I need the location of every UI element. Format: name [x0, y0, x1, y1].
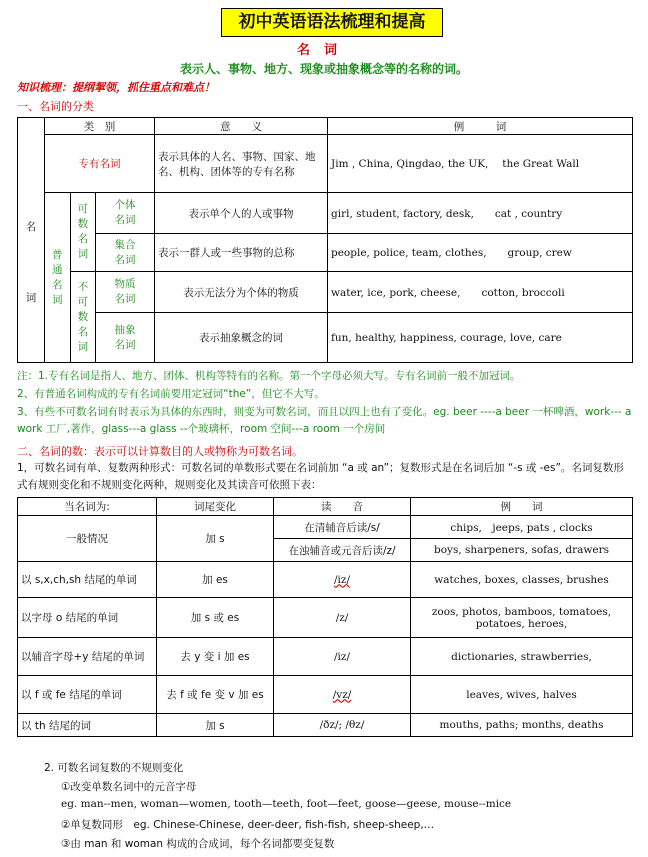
header-meaning: 意 义: [155, 118, 328, 135]
rule-change-f: 去 f 或 fe 变 v 加 es: [157, 676, 274, 714]
proper-noun-label: 专有名词: [45, 135, 155, 193]
intro-text: 知识梳理：提纲挈领，抓住重点和难点！: [17, 81, 215, 94]
row-type-collective: 集合名词: [96, 234, 155, 272]
rule-example-th: mouths, paths; months, deaths: [411, 714, 633, 737]
proper-noun-meaning: 表示具体的人名、事物、国家、地名、机构、团体等的专有名称: [155, 135, 328, 193]
row-type-material: 物质名词: [96, 272, 155, 313]
note-2: 2、有普通名词构成的专有名词前要用定冠词“the”，但它不大写。: [17, 388, 325, 400]
section-heading-number: 二、名词的数：表示可以计算数目的人或物称为可数名词。: [17, 445, 303, 458]
noun-classification-table: [17, 117, 633, 363]
header-examples: 例 词: [411, 498, 633, 516]
proper-noun-example: Jim , China, Qingdao, the UK, the Great Wall: [328, 135, 633, 193]
row-meaning-material: 表示无法分为个体的物质: [155, 272, 328, 313]
rule-change-th: 加 s: [157, 714, 274, 737]
rule-sound-sxchsh: /iz/: [274, 562, 411, 598]
general-sound-voiceless: 在清辅音后读/s/: [274, 516, 411, 539]
page-title: 初中英语语法梳理和提高: [221, 8, 443, 37]
general-example-voiced: boys, sharpeners, sofas, drawers: [411, 539, 633, 562]
row-type-abstract: 抽象名词: [96, 313, 155, 363]
rule-example-o: zoos, photos, bamboos, tomatoes, potatoes, heroes,: [411, 598, 633, 638]
header-pronunciation: 读 音: [274, 498, 411, 516]
header-category: 类 别: [45, 118, 155, 135]
note-3: 3、有些不可数名词有时表示为具体的东西时，则变为可数名词，而且以四上也有了变化。eg. beer ----a beer 一杯啤酒，work--- a work 工厂,著作，glass---a glass --个玻璃杯，room 空间---a room 一个房间: [17, 406, 632, 435]
noun-definition: 表示人、事物、地方、现象或抽象概念等的名称的词。: [179, 62, 468, 76]
row-type-individual: 个体名词: [96, 193, 155, 234]
header-examples: 例 词: [328, 118, 633, 135]
rule-label-sxchsh: 以 s,x,ch,sh 结尾的单词: [18, 562, 157, 598]
uncountable-noun-label: 不可数名词: [70, 272, 96, 363]
general-case-label: 一般情况: [18, 516, 157, 562]
rule-sound-th: /ðz/; /θz/: [274, 714, 411, 737]
irregular-item-1: ①改变单数名词中的元音字母: [61, 781, 197, 793]
rule-sound-y: /iz/: [274, 638, 411, 676]
rule-label-f: 以 f 或 fe 结尾的单词: [18, 676, 157, 714]
row-example-collective: people, police, team, clothes, group, crew: [328, 234, 633, 272]
row-example-individual: girl, student, factory, desk, cat , country: [328, 193, 633, 234]
irregular-item-3: ③由 man 和 woman 构成的合成词，每个名词都要变复数: [61, 838, 335, 850]
side-label-top: 名: [18, 118, 45, 234]
rule-example-f: leaves, wives, halves: [411, 676, 633, 714]
section-subtitle: 名词: [296, 43, 351, 58]
header-noun-type: 当名词为:: [18, 498, 157, 516]
header-ending-change: 词尾变化: [157, 498, 274, 516]
general-example-voiceless: chips, jeeps, pats , clocks: [411, 516, 633, 539]
row-meaning-collective: 表示一群人或一些事物的总称: [155, 234, 328, 272]
general-case-change: 加 s: [157, 516, 274, 562]
rule-change-o: 加 s 或 es: [157, 598, 274, 638]
common-noun-label: 普通名词: [45, 193, 71, 363]
rule-example-y: dictionaries, strawberries,: [411, 638, 633, 676]
rule-sound-f: /vz/: [274, 676, 411, 714]
note-1: 注：1.专有名词是指人、地方、团体、机构等特有的名称。第一个字母必须大写。专有名词前一般不加冠词。: [17, 370, 521, 382]
row-example-material: water, ice, pork, cheese, cotton, broccoli: [328, 272, 633, 313]
rule-sound-o: /z/: [274, 598, 411, 638]
countable-noun-label: 可数名词: [70, 193, 96, 272]
plural-intro: 1，可数名词有单、复数两种形式：可数名词的单数形式要在名词前加 “a 或 an”；复数形式是在名词后加 “-s 或 -es”。名词复数形式有规则变化和不规则变化两种，规则变化及其读音可依照下表：: [17, 462, 624, 491]
side-label-bottom: 词: [18, 234, 45, 363]
irregular-item-2: ②单复数同形 eg. Chinese-Chinese, deer-deer, fish-fish, sheep-sheep,…: [61, 819, 435, 831]
section-heading-classification: 一、名词的分类: [17, 100, 94, 113]
rule-change-sxchsh: 加 es: [157, 562, 274, 598]
row-meaning-abstract: 表示抽象概念的词: [155, 313, 328, 363]
irregular-heading: 2. 可数名词复数的不规则变化: [44, 762, 184, 774]
general-sound-voiced: 在浊辅音或元音后读/z/: [274, 539, 411, 562]
rule-example-sxchsh: watches, boxes, classes, brushes: [411, 562, 633, 598]
rule-label-th: 以 th 结尾的词: [18, 714, 157, 737]
irregular-item-1-example: eg. man--men, woman—women, tooth—teeth, foot—feet, goose—geese, mouse--mice: [61, 798, 512, 810]
plural-rules-table: [17, 497, 633, 737]
row-meaning-individual: 表示单个人的人或事物: [155, 193, 328, 234]
row-example-abstract: fun, healthy, happiness, courage, love, care: [328, 313, 633, 363]
rule-change-y: 去 y 变 i 加 es: [157, 638, 274, 676]
rule-label-o: 以字母 o 结尾的单词: [18, 598, 157, 638]
rule-label-y: 以辅音字母+y 结尾的单词: [18, 638, 157, 676]
